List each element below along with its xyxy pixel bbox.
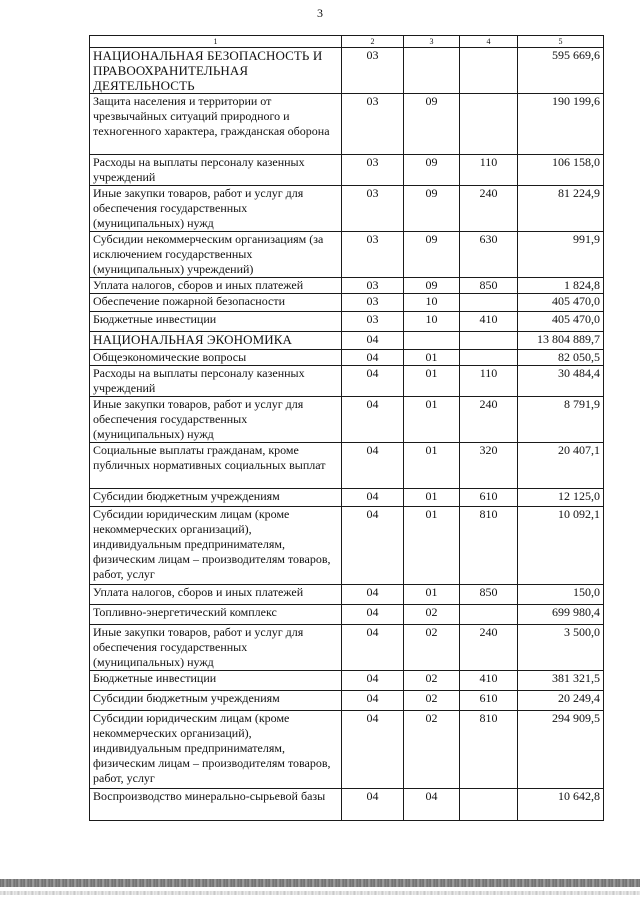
row-amount: 405 470,0 [518, 312, 604, 332]
row-subsection-code: 01 [404, 507, 460, 585]
table-row [90, 443, 604, 489]
row-amount: 1 824,8 [518, 278, 604, 294]
row-amount: 3 500,0 [518, 625, 604, 671]
row-amount: 294 909,5 [518, 711, 604, 789]
row-name: Воспроизводство минерально-сырьевой базы [90, 789, 342, 821]
row-section-code: 04 [342, 366, 404, 397]
row-section-code: 04 [342, 585, 404, 605]
row-section-code: 03 [342, 155, 404, 186]
table-row [90, 332, 604, 350]
row-subsection-code: 01 [404, 443, 460, 489]
row-name: Социальные выплаты гражданам, кроме публичных нормативных социальных выплат [90, 443, 342, 489]
row-section-code: 04 [342, 397, 404, 443]
row-section-code: 04 [342, 711, 404, 789]
row-expense-code: 240 [460, 397, 518, 443]
row-expense-code: 410 [460, 312, 518, 332]
table-row [90, 278, 604, 294]
row-name: Обеспечение пожарной безопасности [90, 294, 342, 312]
row-amount: 10 642,8 [518, 789, 604, 821]
column-header-1: 1 [90, 36, 342, 48]
row-amount: 595 669,6 [518, 48, 604, 94]
row-section-code: 04 [342, 605, 404, 625]
row-name: Иные закупки товаров, работ и услуг для обеспечения государственных (муниципальных) нужд [90, 186, 342, 232]
row-subsection-code: 02 [404, 671, 460, 691]
row-amount: 10 092,1 [518, 507, 604, 585]
row-amount: 12 125,0 [518, 489, 604, 507]
row-amount: 8 791,9 [518, 397, 604, 443]
row-name: Топливно-энергетический комплекс [90, 605, 342, 625]
table-row [90, 48, 604, 94]
row-subsection-code: 10 [404, 294, 460, 312]
row-section-code: 04 [342, 671, 404, 691]
row-section-code: 03 [342, 232, 404, 278]
table-row [90, 350, 604, 366]
row-name: Бюджетные инвестиции [90, 671, 342, 691]
row-subsection-code: 02 [404, 605, 460, 625]
row-amount: 150,0 [518, 585, 604, 605]
row-amount: 81 224,9 [518, 186, 604, 232]
row-amount: 381 321,5 [518, 671, 604, 691]
row-expense-code: 110 [460, 155, 518, 186]
page-number: 3 [317, 6, 323, 20]
row-expense-code [460, 605, 518, 625]
row-expense-code: 810 [460, 711, 518, 789]
row-expense-code [460, 48, 518, 94]
row-subsection-code: 01 [404, 585, 460, 605]
row-expense-code: 110 [460, 366, 518, 397]
row-subsection-code: 01 [404, 397, 460, 443]
row-amount: 699 980,4 [518, 605, 604, 625]
row-name: Иные закупки товаров, работ и услуг для обеспечения государственных (муниципальных) нужд [90, 625, 342, 671]
row-subsection-code: 01 [404, 366, 460, 397]
table-body [90, 48, 604, 821]
row-subsection-code: 09 [404, 278, 460, 294]
row-name: Общеэкономические вопросы [90, 350, 342, 366]
row-subsection-code: 09 [404, 155, 460, 186]
row-section-code: 03 [342, 294, 404, 312]
row-amount: 20 407,1 [518, 443, 604, 489]
row-amount: 82 050,5 [518, 350, 604, 366]
row-name: Субсидии некоммерческим организациям (за исключением государственных (муниципальных) учреждений) [90, 232, 342, 278]
table-row [90, 671, 604, 691]
row-expense-code: 850 [460, 585, 518, 605]
column-header-2: 2 [342, 36, 404, 48]
row-amount: 13 804 889,7 [518, 332, 604, 350]
row-name: Бюджетные инвестиции [90, 312, 342, 332]
row-amount: 405 470,0 [518, 294, 604, 312]
table-row [90, 489, 604, 507]
column-number-row [90, 36, 604, 48]
table-row [90, 155, 604, 186]
table-row [90, 711, 604, 789]
row-section-code: 04 [342, 691, 404, 711]
budget-table [89, 35, 604, 821]
row-name: Субсидии юридическим лицам (кроме некоммерческих организаций), индивидуальным предпринимателям, физическим лицам – производителям товаров, работ, услуг [90, 711, 342, 789]
row-section-code: 04 [342, 625, 404, 671]
row-name: Расходы на выплаты персоналу казенных учреждений [90, 155, 342, 186]
table-row [90, 507, 604, 585]
row-subsection-code: 01 [404, 350, 460, 366]
row-subsection-code: 09 [404, 232, 460, 278]
row-amount: 190 199,6 [518, 94, 604, 155]
table-row [90, 585, 604, 605]
row-expense-code: 810 [460, 507, 518, 585]
table-row [90, 186, 604, 232]
row-expense-code: 240 [460, 625, 518, 671]
row-expense-code: 410 [460, 671, 518, 691]
table-row [90, 625, 604, 671]
row-expense-code: 610 [460, 489, 518, 507]
row-expense-code [460, 332, 518, 350]
row-subsection-code: 02 [404, 691, 460, 711]
row-name: НАЦИОНАЛЬНАЯ ЭКОНОМИКА [90, 332, 342, 350]
row-section-code: 04 [342, 332, 404, 350]
row-section-code: 03 [342, 48, 404, 94]
scan-artifact-band [0, 879, 640, 887]
row-amount: 106 158,0 [518, 155, 604, 186]
row-subsection-code: 10 [404, 312, 460, 332]
table-row [90, 789, 604, 821]
row-amount: 991,9 [518, 232, 604, 278]
table-row [90, 94, 604, 155]
row-name: Субсидии бюджетным учреждениям [90, 489, 342, 507]
row-name: Субсидии бюджетным учреждениям [90, 691, 342, 711]
column-header-5: 5 [518, 36, 604, 48]
row-amount: 20 249,4 [518, 691, 604, 711]
row-subsection-code: 09 [404, 186, 460, 232]
row-name: Уплата налогов, сборов и иных платежей [90, 278, 342, 294]
row-section-code: 04 [342, 507, 404, 585]
row-subsection-code [404, 48, 460, 94]
row-name: Защита населения и территории от чрезвычайных ситуаций природного и техногенного характера, гражданская оборона [90, 94, 342, 155]
row-section-code: 03 [342, 186, 404, 232]
row-section-code: 04 [342, 443, 404, 489]
row-subsection-code: 01 [404, 489, 460, 507]
row-section-code: 03 [342, 94, 404, 155]
table-row [90, 366, 604, 397]
row-subsection-code [404, 332, 460, 350]
row-subsection-code: 02 [404, 625, 460, 671]
row-expense-code: 630 [460, 232, 518, 278]
row-expense-code [460, 350, 518, 366]
row-name: Расходы на выплаты персоналу казенных учреждений [90, 366, 342, 397]
column-header-3: 3 [404, 36, 460, 48]
row-subsection-code: 04 [404, 789, 460, 821]
row-expense-code: 320 [460, 443, 518, 489]
row-expense-code [460, 294, 518, 312]
row-section-code: 03 [342, 278, 404, 294]
row-name: Уплата налогов, сборов и иных платежей [90, 585, 342, 605]
row-name: Иные закупки товаров, работ и услуг для обеспечения государственных (муниципальных) нужд [90, 397, 342, 443]
table-row [90, 312, 604, 332]
row-subsection-code: 02 [404, 711, 460, 789]
row-expense-code [460, 94, 518, 155]
row-section-code: 04 [342, 789, 404, 821]
table-row [90, 691, 604, 711]
row-name: НАЦИОНАЛЬНАЯ БЕЗОПАСНОСТЬ И ПРАВООХРАНИТЕЛЬНАЯ ДЕЯТЕЛЬНОСТЬ [90, 48, 342, 94]
row-subsection-code: 09 [404, 94, 460, 155]
row-expense-code [460, 789, 518, 821]
row-amount: 30 484,4 [518, 366, 604, 397]
scan-artifact-band-light [0, 891, 640, 895]
row-section-code: 04 [342, 350, 404, 366]
row-expense-code: 610 [460, 691, 518, 711]
column-header-4: 4 [460, 36, 518, 48]
table-row [90, 294, 604, 312]
row-section-code: 03 [342, 312, 404, 332]
table-row [90, 397, 604, 443]
row-expense-code: 240 [460, 186, 518, 232]
table-row [90, 232, 604, 278]
row-section-code: 04 [342, 489, 404, 507]
table-row [90, 605, 604, 625]
row-expense-code: 850 [460, 278, 518, 294]
row-name: Субсидии юридическим лицам (кроме некоммерческих организаций), индивидуальным предпринимателям, физическим лицам – производителям товаров, работ, услуг [90, 507, 342, 585]
